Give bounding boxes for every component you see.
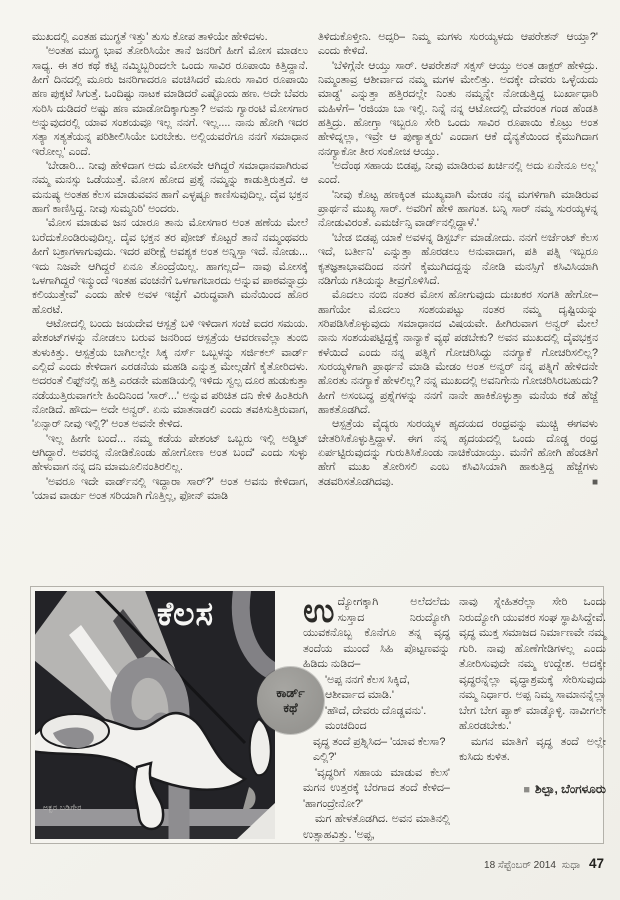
paragraph: 'ಬೇಡಾರಿ... ನೀವು ಹೇಳಿದಾಗ ಅದು ಮೋಸವೇ ಆಗಿದ್ದರೆ ಸಮಾಧಾನವಾಗಿರುವ ನಮ್ಮ ಮನಸ್ಸು ಒಡೆಯುತ್ತೆ. ಮೋಸ ಹೋದ ಪ್ರಶ್ನೆ ನಮ್ಮನ್ನು ಕಾಡುತ್ತಿರುತ್ತದೆ. ಆ ಮನುಷ್ಯ ಅಂತಹ ಕೆಲಸ ಮಾಡುವವನ ಹಾಗೆ ಎಳ್ಳಷ್ಟೂ ಕಾಣಿಸುವುದಿಲ್ಲ. ದೈವ ಭಕ್ತನ ಹಾಗೆ ಕಾಣಿಸ್ತಿದ್ದ. ನೀವು ಸುಮ್ಮನಿರಿ' ಅಂದರು. (32, 160, 308, 216)
card-story-box (30, 586, 604, 844)
story-illustration (35, 591, 275, 839)
paragraph: 'ಅವರೂ ಇದೇ ವಾರ್ಡ್‌ನಲ್ಲಿ ಇದ್ದಾರಾ ಸಾರ್?' ಅಂತ ಅವನು ಕೇಳಿದಾಗ, 'ಯಾವ ವಾರ್ಡು ಅಂತ ಸರಿಯಾಗಿ ಗೊತ್ತಿಲ್ಲ, ಫೋನ್ ಮಾಡಿ (32, 475, 308, 502)
paragraph: ಮಗನ ಮಾತಿಗೆ ವೃದ್ಧ ತಂದೆ ಅಲ್ಲೇ ಕುಸಿದು ಕುಳಿತ. (459, 735, 606, 763)
paragraph: 'ಅಪ್ಪ ನನಗೆ ಕೆಲಸ ಸಿಕ್ಕಿದೆ, ಆಶೀರ್ವಾದ ಮಾಡಿ.' (325, 673, 410, 701)
article-right-paragraphs (318, 30, 598, 489)
paragraph: 'ಇಲ್ಲ ಹೀಗೇ ಬಂದೆ... ನಮ್ಮ ಕಡೆಯ ಪೇಶಂಟ್ ಒಬ್ಬರು ಇಲ್ಲಿ ಅಡ್ಮಿಟ್ ಆಗಿದ್ದಾರೆ. ಅವರನ್ನ ನೋಡಿಕೊಂಡು ಹೋಗೋಣ ಅಂತ ಬಂದೆ' ಎಂದು ಸುಳ್ಳು ಹೇಳುವಾಗ ನನ್ನ ದನಿ ಮಾಮೂಲಿನಂತಿರಲಿಲ್ಲ. (32, 432, 308, 474)
paragraph: ನಾವು ಸ್ನೇಹಿತರೆಲ್ಲಾ ಸೇರಿ ಒಂದು ನಿರುದ್ಯೋಗಿ ಯುವಕರ ಸಂಘ ಸ್ಥಾಪಿಸಿದ್ದೇವೆ. ವೃದ್ಧ ಮುಕ್ತ ಸಮಾಜದ ನಿರ್ಮಾಣವೇ ನಮ್ಮ ಗುರಿ. ನಾವು ಹೊಣೆಗೇಡಿಗಳಲ್ಲ ಎಂದು ತೋರಿಸುವುದೇ ನಮ್ಮ ಉದ್ದೇಶ. ಅದಕ್ಕೇ ವೃದ್ಧರನ್ನೆಲ್ಲಾ ವೃದ್ಧಾಶ್ರಮಕ್ಕೆ ಸೇರಿಸುವುದು ನಮ್ಮ ನಿರ್ಧಾರ. ಅಪ್ಪ ನಿಮ್ಮ ಸಾಮಾನನ್ನೆಲ್ಲಾ ಬೇಗ ಬೇಗ ಪ್ಯಾಕ್ ಮಾಡ್ಕೊಳ್ಳಿ. ನಾವೀಗಲೇ ಹೊರಡಬೇಕು.' (459, 596, 606, 732)
footer-date: 18 ಸೆಪ್ಟೆಂಬರ್ 2014 (484, 860, 556, 871)
story-column-2-paragraphs (459, 595, 606, 766)
paragraph: ತಿಳಿದುಕೊಳ್ತೀನಿ. ಅದ್ಸರಿ– ನಿಮ್ಮ ಮಗಳು ಸುರಯ್ಯಳದು ಆಪರೇಶನ್ ಆಯ್ತಾ?' ಎಂದು ಕೇಳಿದೆ. (318, 31, 598, 58)
page-footer (484, 856, 604, 871)
paragraph: 'ವೃದ್ಧರಿಗೆ ಸಹಾಯ ಮಾಡುವ ಕೆಲಸ' ಮಗನ ಉತ್ತರಕ್ಕೆ ಬೆರಗಾದ ತಂದೆ ಕೇಳಿದ– 'ಹಾಗಂದ್ರೇನೋ?' (303, 766, 450, 810)
paragraph: 'ಅಂತಹ ಮುಗ್ಧ ಭಾವ ತೋರಿಸಿಯೇ ತಾನೆ ಜನರಿಗೆ ಹೀಗೆ ಮೋಸ ಮಾಡಲು ಸಾಧ್ಯ. ಈ ತರ ಕಥೆ ಕಟ್ಟಿ ನಮ್ಮಿಬ್ಬರಿಂದಲೇ ಒಂದು ಸಾವಿರ ರೂಪಾಯಿ ಕಿತ್ತಿದ್ದಾನೆ. ಹೀಗೆ ದಿನದಲ್ಲಿ ಮೂರು ಜನರಿಗಾದರೂ ವಂಚಿಸಿದರೆ ಮೂರು ಸಾವಿರ ರೂಪಾಯಿ ಹಣ ಪುಕ್ಕಟೆ ಸಿಗುತ್ತೆ. ಒಂದಿಷ್ಟು ನಾಟಕ ಮಾಡಿದರೆ ಎಷ್ಟೊಂದು ಹಣ. ಅದೇ ಬೆವರು ಸುರಿಸಿ ದುಡಿದರೆ ಅಷ್ಟು ಹಣ ಮಾಡೋದಿಕ್ಕಾಗುತ್ತಾ? ಅವನು ಗ್ಯಾರಂಟಿ ಮೋಸಗಾರ ಅನ್ನುವುದರಲ್ಲಿ ಯಾವ ಸಂಶಯವೂ ಇಲ್ಲ ನನಗೆ. ಇಲ್ಲ.... ನಾನು ಹೋಗಿ ಇದರ ಸತ್ಯಾ ಸತ್ಯತೆಯನ್ನ ಪರಿಶೀಲಿಸಿಯೇ ಬರಬೇಕು. ಅಲ್ಲಿಯವರೆಗೂ ನನಗೆ ಸಮಾಧಾನ ಇರೋಲ್ಲ' ಎಂದೆ. (32, 45, 308, 158)
footer-magazine-name: ಸುಧಾ (561, 860, 581, 871)
paragraph: 'ಮೋಸ ಮಾಡುವ ಜನ ಯಾರೂ ತಾನು ಮೋಸಗಾರ ಅಂತ ಹಣೆಯ ಮೇಲೆ ಬರೆದುಕೊಂಡಿರುವುದಿಲ್ಲ. ದೈವ ಭಕ್ತನ ತರ ಪೋಜ್ ಕೊಟ್ಟರೆ ತಾನೆ ನಮ್ಮಂಥವರು ಹೀಗೆ ಬಕ್ರಾಗಳಾಗುವುದು. ಇದರ ಪರೀಕ್ಷೆ ಅವಶ್ಯಕ ಅಂತ ಅನ್ನಿಸ್ತಾ ಇದೆ. ನೋಡು... ಇದು ನಿಜವೇ ಆಗಿದ್ದರೆ ಏನೂ ತೊಂದ್ರೆಯಿಲ್ಲ. ಹಾಗಲ್ಲದೆ– ನಾವು ಮೋಸಕ್ಕೆ ಒಳಗಾಗಿದ್ದರೆ ಇನ್ಮುಂದೆ ಇಂತಹ ವಂಚನೆಗೆ ಒಳಗಾಗಬಾರದು ಅನ್ನುವ ಪಾಠವನ್ನಾದ್ರು ಕಲಿಯುತ್ತೇವೆ' ಎಂದು ಹೇಳಿ ಅವಳ ಇಚ್ಛೆಗೆ ವಿರುದ್ಧವಾಗಿ ಮನೆಯಿಂದ ಹೊರ ಹೊರಟೆ. (32, 217, 308, 316)
paragraph: 'ಹೌದೆ, ದೇವರು ದೊಡ್ಡವನು'. ಮಂಚದಿಂದ (325, 704, 427, 732)
paragraph: ಉದ್ಯೋಗಕ್ಕಾಗಿ ಅಲೆದಲೆದು ಸುಸ್ತಾದ ನಿರುದ್ಯೋಗಿ ಯುವಕನೊಬ್ಬ ಕೊನೆಗೂ ತನ್ನ ವೃದ್ಧ ತಂದೆಯ ಮುಂದೆ ಸಿಹಿ ಪೊಟ್ಟಣವನ್ನು ಹಿಡಿದು ನುಡಿದ– (303, 592, 450, 670)
byline-square-icon: ■ (523, 783, 530, 796)
story-column-2 (459, 595, 606, 810)
paragraph: ವೃದ್ಧ ತಂದೆ ಪ್ರಶ್ನಿಸಿದ– 'ಯಾವ ಕೆಲಸಾ? ಎಲ್ಲಿ?' (313, 735, 446, 763)
paragraph: ಆಟೋದಲ್ಲಿ ಬಂದು ಜಯದೇವ ಆಸ್ಪತ್ರೆ ಬಳಿ ಇಳಿದಾಗ ಸಂಜೆ ಐದರ ಸಮಯ. ಪೇಶಂಟ್‌ಗಳನ್ನು ನೋಡಲು ಬರುವ ಜನರಿಂದ ಆಸ್ಪತ್ರೆಯ ಆವರಣವೆಲ್ಲಾ ತುಂಬಿ ತುಳುಕಿತ್ತು. ಆಸ್ಪತ್ರೆಯ ಬಾಗಿಲಲ್ಲೇ ಸಿಕ್ಕ ನರ್ಸ್ ಒಬ್ಬಳನ್ನು ಸರ್ಜಿಕಲ್ ವಾರ್ಡ್ ಎಲ್ಲಿದೆ ಎಂದು ಕೇಳಿದಾಗ ಎರಡನೆಯ ಮಹಡಿ ಎನ್ನುತ್ತ ಮೇಲ್ಗಡೆಗೆ ಕೈತೋರಿದಳು. ಅದರಂತೆ ಲಿಫ್ಟ್‌ನಲ್ಲಿ ಹತ್ತಿ ಎರಡನೇ ಮಹಡಿಯಲ್ಲಿ ಇಳಿದು ಸ್ವಲ್ಪ ದೂರ ಹುಡುಕುತ್ತಾ ನಡೆಯುತ್ತಿರುವಾಗಲೇ ಹಿಂದಿನಿಂದ 'ಸಾರ್...' ಅನ್ನುವ ಪರಿಚಿತ ದನಿ ಕೇಳಿ ಹಿಂತಿರುಗಿ ನೋಡಿದೆ. ಹೌದು– ಅದೇ ಅನ್ವರ್. ಏನು ಮಾತನಾಡಲಿ ಎಂದು ತವಕಿಸುತ್ತಿರುವಾಗ, 'ಏನ್ಸಾರ್ ನೀವು ಇಲ್ಲಿ?' ಅಂತ ಅವನೇ ಕೇಳಿದ. (32, 317, 308, 431)
footer-page-number: 47 (588, 856, 604, 871)
article-end-mark-icon: ■ (591, 477, 598, 488)
paragraph: 'ನೀವು ಕೊಟ್ಟ ಹಣಕ್ಕಿಂತ ಮುಖ್ಯವಾಗಿ ಮೇಡಂ ನನ್ನ ಮಗಳಿಗಾಗಿ ಮಾಡಿರುವ ಪ್ರಾರ್ಥನೆ ಮುಖ್ಯ ಸಾರ್. ಅವರಿಗೆ ಹೇಳಿ ಹಾಗಂತ. ಬನ್ನಿ ಸಾರ್ ನಮ್ಮ ಸುರಯ್ಯಳನ್ನ ನೋಡುವಿರಂತೆ. ಎಮರ್ಜೆನ್ಸಿ ವಾರ್ಡ್‌ನಲ್ಲಿದ್ದಾಳೆ.' (318, 188, 598, 230)
paragraph: ಆಸ್ಪತ್ರೆಯ ವೈದ್ಯರು ಸುರಯ್ಯಳ ಹೃದಯದ ರಂಧ್ರವನ್ನು ಮುಚ್ಚಿ ಈಗವಳು ಚೇತರಿಸಿಕೊಳ್ಳುತ್ತಿದ್ದಾಳೆ. ಈಗ ನನ್ನ ಹೃದಯದಲ್ಲಿ ಒಂದು ದೊಡ್ಡ ರಂಧ್ರ ಏರ್ಪಟ್ಟಿರುವುದನ್ನು ಗುರುತಿಸಿಕೊಂಡು ನಾಚಿಕೆಯಾಯ್ತು. ಮನೆಗೆ ಹೋಗಿ ಹೆಂಡತಿಗೆ ಹೇಗೆ ಮುಖ ತೋರಿಸಲಿ ಎಂಬ ಕಸಿವಿಸಿಯಾಗಿ ಹಾಕುತ್ತಿದ್ದ ಹೆಜ್ಜೆಗಳು ತಡವರಿಸತೊಡಗಿದವು. (318, 418, 598, 488)
badge-line2: ಕಥೆ (283, 700, 298, 715)
paragraph: ಮೊದಲು ನಂಬಿ ನಂತರ ಮೋಸ ಹೋಗುವುದು ದುಃಖಕರ ಸಂಗತಿ ಹೇಗೋ– ಹಾಗೆಯೇ ಮೊದಲು ಸಂಶಯಪಟ್ಟು ನಂತರ ನಮ್ಮ ದೃಷ್ಟಿಯನ್ನು ಸರಿಪಡಿಸಿಕೊಳ್ಳುವುದು ಸಮಾಧಾನದ ವಿಷಯವೇ. ಹೀಗಿರುವಾಗ ಅನ್ವರ್ ಮೇಲೆ ನಾನು ಸಂಶಯಪಟ್ಟಿದ್ದಕ್ಕೆ ನಾನ್ಯಾಕೆ ವ್ಯಥೆ ಪಡಬೇಕು? ಅವನ ಮುಖದಲ್ಲಿ ದೈವಭಕ್ತನ ಕಳೆಯಿದೆ ಎಂದು ನನ್ನ ಪತ್ನಿಗೆ ಗೋಚರಿಸಿದ್ದು ನನಗ್ಯಾಕೆ ಗೋಚರಿಸಲಿಲ್ಲ? ಸುರಯ್ಯಳಿಗಾಗಿ ಪ್ರಾರ್ಥನೆ ಮಾಡಿ ಮೇಡಂ ಅಂತ ಅನ್ವರ್ ನನ್ನ ಪತ್ನಿಗೆ ಹೇಳಿದನೇ ಹೊರತು ನನಗ್ಯಾಕೆ ಹೇಳಲಿಲ್ಲ? ನನ್ನ ಮುಖದಲ್ಲಿ ಅವನಿಗೇನು ಗೋಚರಿಸಿರಬಹುದು? ಹೀಗೆ ಅಸಂಬದ್ಧ ಪ್ರಶ್ನೆಗಳನ್ನು ನನಗೆ ನಾನೇ ಹಾಕಿಕೊಳ್ಳುತ್ತಾ ಮನೆಯ ಕಡೆ ಹೆಜ್ಜೆ ಹಾಕತೊಡಗಿದೆ. (318, 289, 598, 416)
story-column-1 (303, 592, 450, 843)
story-title: ಕೆಲಸ (157, 595, 215, 632)
byline-text: ಶಿಲ್ಪಾ, ಬೆಂಗಳೂರು (534, 781, 606, 796)
byline (459, 782, 606, 799)
drop-cap: ಉ (303, 592, 335, 630)
illustration-credit: ಅಕ್ಬರ ಬಡಿಗೇರ (43, 803, 82, 812)
paragraph: 'ಬೆಳಿಗ್ಗೆನೇ ಆಯ್ತು ಸಾರ್. ಆಪರೇಶನ್ ಸಕ್ಸಸ್ ಆಯ್ತು ಅಂತ ಡಾಕ್ಟರ್ ಹೇಳಿದ್ರು. ನಿಮ್ಮಂತಾವ್ರ ಆಶೀರ್ವಾದ ನಮ್ಮ ಮಗಳ ಮೇಲಿತ್ತು. ಅದಕ್ಕೇ ದೇವರು ಒಳ್ಳೆಯದು ಮಾಡ್ದ' ಎನ್ನುತ್ತಾ ಹತ್ತಿರದಲ್ಲೇ ನಿಂತು ನಮ್ಮನ್ನೇ ನೋಡುತ್ತಿದ್ದ ಬುರ್ಖಾಧಾರಿ ಮಹಿಳೆಗೆ– 'ರಜಿಯಾ ಬಾ ಇಲ್ಲಿ. ನಿನ್ನೆ ನನ್ನ ಆಟೋದಲ್ಲಿ ದೇವರಂತ ಗಂಡ ಹೆಂಡತಿ ಹತ್ತಿದ್ರು. ಹೋಗ್ತಾ ಇಬ್ಬರೂ ಸೇರಿ ಒಂದು ಸಾವಿರ ರೂಪಾಯಿ ಕೊಟ್ರು ಅಂತ ಹೇಳಿದ್ನಲ್ಲಾ, ಇವ್ರೇ ಆ ಪುಣ್ಯಾತ್ಮರು' ಎಂದಾಗ ಆಕೆ ದೈನ್ಯತೆಯಿಂದ ಕೈಮುಗಿದಾಗ ನನಗ್ಯಾಕೋ ತೀರ ಸಂಕೋಚ ಆಯ್ತು. (318, 59, 598, 158)
article-left-column (32, 30, 308, 503)
badge-line1: ಕಾರ್ಡ್ (276, 685, 305, 700)
paragraph: 'ಅದೆಂಥ ಸಹಾಯ ಬಿಡಪ್ಪ, ನೀವು ಮಾಡಿರುವ ಖರ್ಚಿನಲ್ಲಿ ಅದು ಏನೇನೂ ಅಲ್ಲ' ಎಂದೆ. (318, 160, 598, 187)
paragraph: ಮಗ ಹೇಳತೊಡಗಿದ. ಅವನ ಮಾತಿನಲ್ಲಿ ಉತ್ಸಾಹವಿತ್ತು. 'ಅಪ್ಪ, (303, 813, 450, 841)
article-right-column (318, 30, 598, 490)
paragraph: 'ಬೇಡ ಬಿಡಪ್ಪ ಯಾಕೆ ಅವಳನ್ನ ಡಿಸ್ಟರ್ಬ್ ಮಾಡೋದು. ನನಗೆ ಅರ್ಜೆಂಟ್ ಕೆಲಸ ಇದೆ, ಬರ್ತೀನಿ' ಎನ್ನುತ್ತಾ ಹೊರಡಲು ಅನುವಾದಾಗ, ಪತಿ ಪತ್ನಿ ಇಬ್ಬರೂ ಕೃತಜ್ಞತಾಭಾವದಿಂದ ನನಗೆ ಕೈಮುಗಿದದ್ದನ್ನು ನೋಡಿ ಮನಸ್ಸಿಗೆ ಕಸಿವಿಸಿಯಾಗಿ ನಡಿಗೆಯ ಗತಿಯನ್ನು ತೀವ್ರಗೊಳಿಸಿದೆ. (318, 231, 598, 287)
paragraph: ಮುಖದಲ್ಲಿ ಎಂತಹ ಮುಗ್ಧತೆ ಇತ್ತು' ತುಸು ಕೋಪ ತಾಳಿಯೇ ಹೇಳಿದಳು. (32, 31, 268, 43)
